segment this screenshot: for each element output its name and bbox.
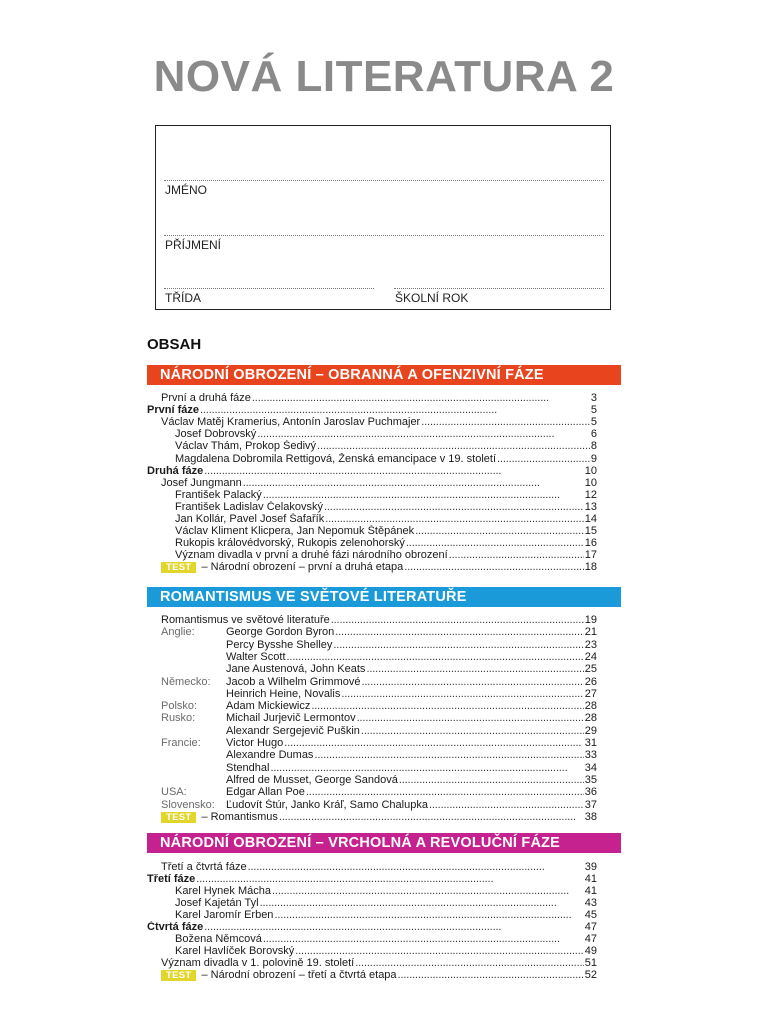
page-number: 52: [584, 969, 597, 981]
student-info-form: [155, 125, 611, 310]
toc-entry[interactable]: [226, 749, 597, 761]
dot-leader: [279, 811, 584, 823]
toc-entry-title: Význam divadla v první a druhé fázi národního obrození: [175, 549, 448, 561]
page-number: 41: [584, 873, 597, 885]
toc-entry[interactable]: [161, 614, 597, 626]
toc-entry-title: Magdalena Dobromila Rettigová, Ženská emancipace v 19. století: [175, 453, 497, 465]
class-label: TŘÍDA: [165, 291, 201, 305]
toc-entry[interactable]: [226, 688, 597, 700]
toc-entry[interactable]: [175, 537, 597, 549]
dot-leader: [314, 749, 583, 761]
toc-entry-title: Druhá fáze: [147, 465, 204, 477]
toc-entry-title: Josef Jungmann: [161, 477, 242, 489]
page-number: 38: [584, 811, 597, 823]
toc-entry[interactable]: [175, 897, 597, 909]
toc-entry[interactable]: [161, 957, 597, 969]
toc-entry-title: Stendhal: [226, 762, 270, 774]
page-number: 24: [584, 651, 597, 663]
country-label: Slovensko:: [161, 799, 215, 811]
page-number: 36: [584, 786, 597, 798]
page-number: 15: [584, 525, 597, 537]
toc-entry[interactable]: [175, 428, 597, 440]
page-number: 35: [584, 774, 597, 786]
toc-entry-title: Rukopis královédvorský, Rukopis zelenohorský: [175, 537, 405, 549]
toc-entry[interactable]: [226, 737, 597, 749]
toc-entry[interactable]: [147, 465, 597, 477]
toc-entry[interactable]: [226, 786, 597, 798]
toc-entry[interactable]: [161, 861, 597, 873]
toc-entry[interactable]: [175, 489, 597, 501]
dot-leader: [200, 404, 590, 416]
test-badge: TEST: [161, 812, 196, 823]
dot-leader: [317, 440, 590, 452]
toc-entry-title: – Národní obrození – první a druhá etapa: [201, 561, 404, 573]
toc-entry[interactable]: [147, 404, 597, 416]
dot-leader: [257, 428, 590, 440]
page-title: NOVÁ LITERATURA 2: [153, 52, 615, 101]
dot-leader: [355, 957, 584, 969]
dot-leader: [361, 676, 583, 688]
page-number: 16: [584, 537, 597, 549]
dot-leader: [196, 873, 583, 885]
toc-entry-title: Victor Hugo: [226, 737, 284, 749]
toc-entry[interactable]: [175, 513, 597, 525]
toc-entry[interactable]: [175, 549, 597, 561]
dot-leader: [406, 537, 584, 549]
page-number: 47: [584, 921, 597, 933]
toc-entry[interactable]: [226, 712, 597, 724]
toc-entry[interactable]: [175, 453, 597, 465]
country-label: Francie:: [161, 737, 201, 749]
toc-entry-title: Václav Kliment Klicpera, Jan Nepomuk Štěpánek: [175, 525, 415, 537]
dot-leader: [204, 921, 584, 933]
dot-leader: [497, 453, 590, 465]
toc-entry-title: První a druhá fáze: [161, 392, 251, 404]
toc-entry-title: Josef Kajetán Tyl: [175, 897, 259, 909]
dot-leader: [415, 525, 584, 537]
page-number: 3: [590, 392, 597, 404]
page-number: 28: [584, 712, 597, 724]
name-label: JMÉNO: [165, 183, 207, 197]
toc-entry-title: Božena Němcová: [175, 933, 262, 945]
toc-entry[interactable]: [226, 762, 597, 774]
test-badge: TEST: [161, 562, 196, 573]
dot-leader: [272, 885, 584, 897]
page-number: 51: [584, 957, 597, 969]
toc-entry-title: Václav Thám, Prokop Šedivý: [175, 440, 317, 452]
country-label: Anglie:: [161, 626, 195, 638]
page-number: 49: [584, 945, 597, 957]
dot-leader: [274, 909, 583, 921]
toc-entry-title: Význam divadla v 1. polovině 19. století: [161, 957, 355, 969]
toc-entry[interactable]: [226, 774, 597, 786]
test-badge: TEST: [161, 970, 196, 981]
toc-entry[interactable]: [226, 639, 597, 651]
toc-entry[interactable]: [226, 725, 597, 737]
toc-entry-title: Walter Scott: [226, 651, 286, 663]
toc-entry-title: – Romantismus: [201, 811, 278, 823]
dot-leader: [260, 897, 584, 909]
dot-leader: [357, 712, 584, 724]
section-heading: NÁRODNÍ OBROZENÍ – VRCHOLNÁ A REVOLUČNÍ FÁZE: [147, 833, 621, 853]
page-number: 26: [584, 676, 597, 688]
page-number: 10: [584, 465, 597, 477]
toc-entry[interactable]: [161, 811, 597, 823]
toc-entry[interactable]: [147, 873, 597, 885]
page-number: 25: [584, 663, 597, 675]
page-number: 14: [584, 513, 597, 525]
toc-entry[interactable]: [175, 933, 597, 945]
page-number: 31: [584, 737, 597, 749]
dot-leader: [270, 762, 583, 774]
page-number: 5: [590, 404, 597, 416]
toc-entry[interactable]: [226, 651, 597, 663]
toc-entry[interactable]: [226, 676, 597, 688]
toc-entry-title: Karel Hynek Mácha: [175, 885, 271, 897]
toc-entry-title: František Palacký: [175, 489, 262, 501]
dot-leader: [263, 933, 584, 945]
toc-entry[interactable]: [175, 945, 597, 957]
toc-entry-title: Karel Jaromír Erben: [175, 909, 274, 921]
toc-entry[interactable]: [175, 885, 597, 897]
section-heading: ROMANTISMUS VE SVĚTOVÉ LITERATUŘE: [147, 587, 621, 607]
page-number: 10: [584, 477, 597, 489]
dot-leader: [306, 786, 584, 798]
toc-entry-title: Adam Mickiewicz: [226, 700, 311, 712]
toc-entry-title: Jacob a Wilhelm Grimmové: [226, 676, 361, 688]
dot-leader: [295, 945, 584, 957]
country-label: USA:: [161, 786, 187, 798]
dot-leader: [404, 561, 583, 573]
dot-leader: [333, 639, 583, 651]
dot-leader: [341, 688, 583, 700]
page-number: 12: [584, 489, 597, 501]
page-number: 27: [584, 688, 597, 700]
surname-line[interactable]: [164, 235, 604, 236]
toc-entry[interactable]: [175, 909, 597, 921]
dot-leader: [243, 477, 584, 489]
dot-leader: [325, 513, 584, 525]
toc-entry[interactable]: [226, 663, 597, 675]
dot-leader: [284, 737, 583, 749]
dot-leader: [252, 392, 590, 404]
page-number: 21: [584, 626, 597, 638]
toc-entry-title: – Národní obrození – třetí a čtvrtá etapa: [201, 969, 397, 981]
dot-leader: [429, 799, 584, 811]
toc-entry[interactable]: [161, 416, 597, 428]
toc-entry-title: První fáze: [147, 404, 199, 416]
toc-entry-title: Karel Havlíček Borovský: [175, 945, 295, 957]
page-number: 8: [590, 440, 597, 452]
toc-entry[interactable]: [161, 477, 597, 489]
toc-entry[interactable]: [226, 626, 597, 638]
page-number: 17: [584, 549, 597, 561]
dot-leader: [335, 626, 584, 638]
dot-leader: [324, 501, 584, 513]
dot-leader: [263, 489, 584, 501]
toc-entry-title: Romantismus ve světové literatuře: [161, 614, 330, 626]
dot-leader: [311, 700, 583, 712]
page-number: 19: [584, 614, 597, 626]
toc-entry-title: František Ladislav Čelakovský: [175, 501, 323, 513]
page-number: 18: [584, 561, 597, 573]
page-number: 37: [584, 799, 597, 811]
school-year-label: ŠKOLNÍ ROK: [395, 291, 469, 305]
toc-entry-title: Edgar Allan Poe: [226, 786, 305, 798]
name-line[interactable]: [164, 180, 604, 181]
dot-leader: [287, 651, 584, 663]
section-heading: NÁRODNÍ OBROZENÍ – OBRANNÁ A OFENZIVNÍ FÁZE: [147, 365, 621, 385]
class-line[interactable]: [164, 288, 374, 289]
toc-entry-title: Ľudovít Štúr, Janko Kráľ, Samo Chalupka: [226, 799, 428, 811]
page-number: 9: [590, 453, 597, 465]
dot-leader: [366, 663, 583, 675]
dot-leader: [449, 549, 584, 561]
page-number: 23: [584, 639, 597, 651]
page-number: 5: [590, 416, 597, 428]
dot-leader: [331, 614, 584, 626]
country-label: Polsko:: [161, 700, 198, 712]
page-number: 47: [584, 933, 597, 945]
toc-entry-title: Třetí fáze: [147, 873, 196, 885]
toc-entry[interactable]: [226, 799, 597, 811]
dot-leader: [361, 725, 584, 737]
toc-entry-title: Alexandr Sergejevič Puškin: [226, 725, 360, 737]
toc-entry-title: Třetí a čtvrtá fáze: [161, 861, 247, 873]
dot-leader: [248, 861, 584, 873]
toc-entry-title: Percy Bysshe Shelley: [226, 639, 333, 651]
dot-leader: [399, 774, 584, 786]
toc-entry[interactable]: [161, 561, 597, 573]
toc-entry-title: Alfred de Musset, George Sandová: [226, 774, 398, 786]
page-number: 39: [584, 861, 597, 873]
country-label: Německo:: [161, 676, 211, 688]
country-label: Rusko:: [161, 712, 196, 724]
page-number: 33: [584, 749, 597, 761]
page-number: 34: [584, 762, 597, 774]
toc-entry[interactable]: [175, 440, 597, 452]
dot-leader: [421, 416, 590, 428]
toc-heading: OBSAH: [147, 336, 202, 353]
page-number: 43: [584, 897, 597, 909]
page-number: 29: [584, 725, 597, 737]
dot-leader: [398, 969, 584, 981]
toc-entry-title: Čtvrtá fáze: [147, 921, 204, 933]
toc-entry-title: Josef Dobrovský: [175, 428, 257, 440]
page-number: 45: [584, 909, 597, 921]
school-year-line[interactable]: [394, 288, 604, 289]
page-number: 6: [590, 428, 597, 440]
dot-leader: [204, 465, 584, 477]
page-number: 41: [584, 885, 597, 897]
toc-entry-title: Jan Kollár, Pavel Josef Šafařík: [175, 513, 325, 525]
toc-entry[interactable]: [175, 525, 597, 537]
toc-entry[interactable]: [147, 921, 597, 933]
toc-entry-title: George Gordon Byron: [226, 626, 335, 638]
toc-entry[interactable]: [161, 969, 597, 981]
toc-entry[interactable]: [226, 700, 597, 712]
toc-entry-title: Michail Jurjevič Lermontov: [226, 712, 356, 724]
toc-entry-title: Jane Austenová, John Keats: [226, 663, 366, 675]
surname-label: PŘÍJMENÍ: [165, 238, 222, 252]
toc-entry[interactable]: [161, 392, 597, 404]
toc-entry-title: Václav Matěj Kramerius, Antonín Jaroslav Puchmajer: [161, 416, 421, 428]
toc-entry[interactable]: [175, 501, 597, 513]
toc-entry-title: Alexandre Dumas: [226, 749, 314, 761]
page-number: 28: [584, 700, 597, 712]
toc-entry-title: Heinrich Heine, Novalis: [226, 688, 341, 700]
page-number: 13: [584, 501, 597, 513]
